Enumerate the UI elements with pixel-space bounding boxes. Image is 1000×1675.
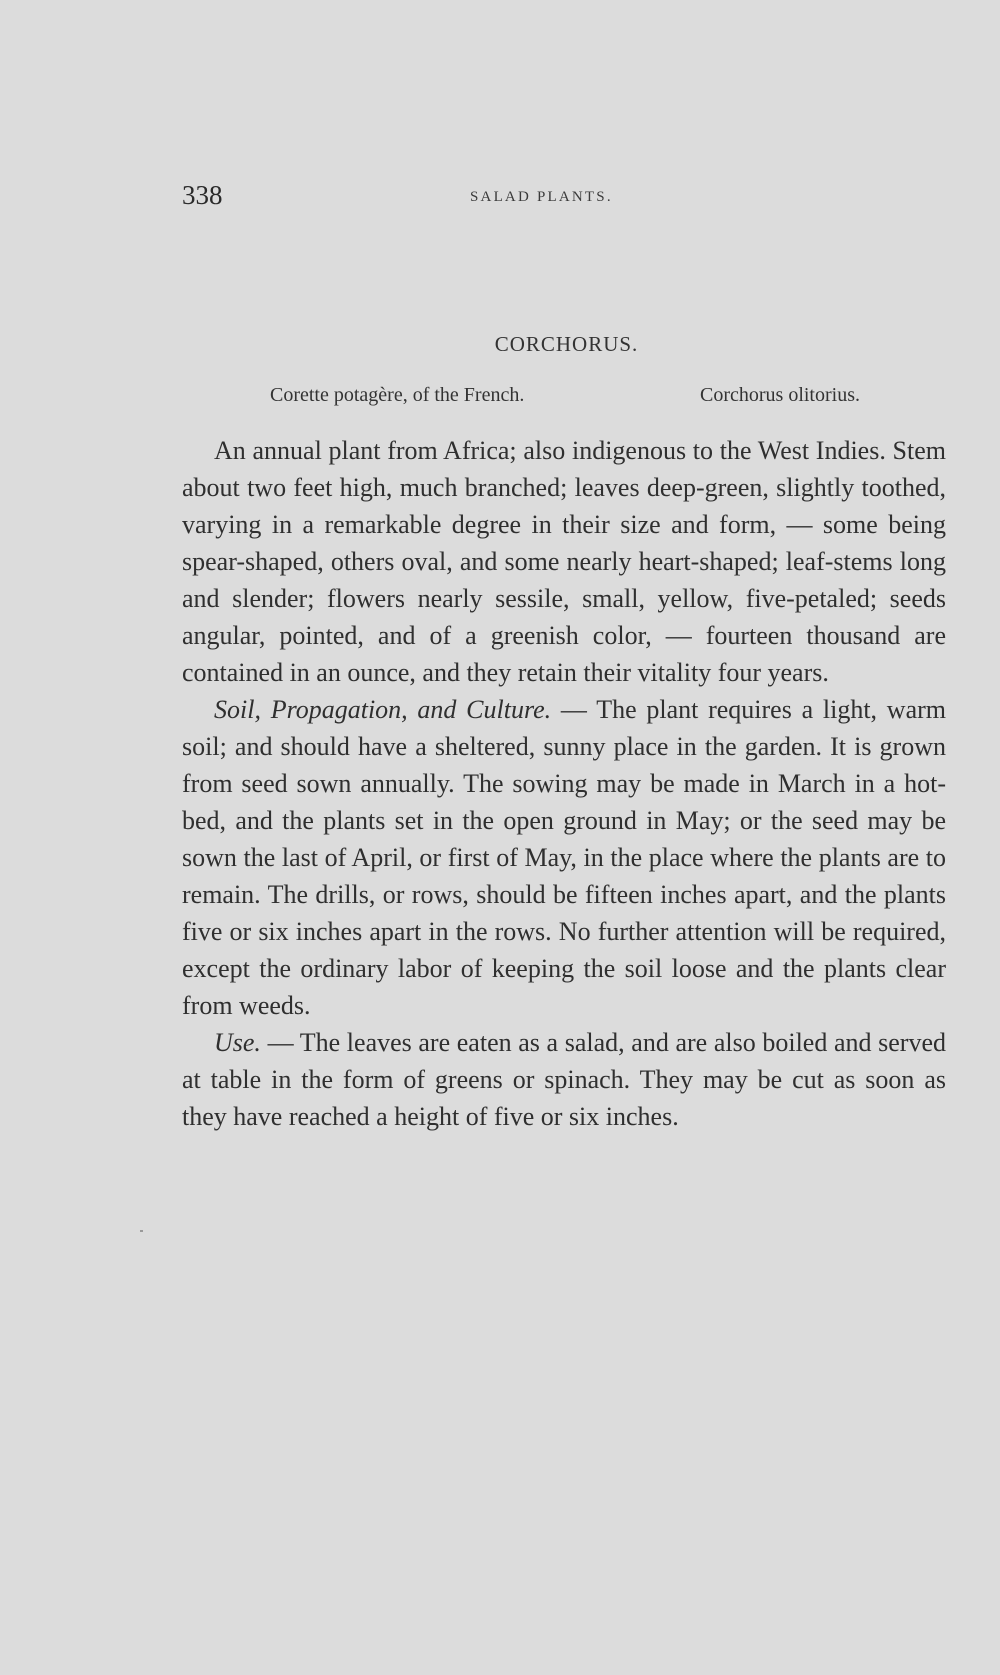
culture-heading: Soil, Propagation, and Culture. <box>214 695 552 724</box>
description-paragraph: An annual plant from Africa; also indigenous to the West Indies. Stem about two feet high, much branched; leaves deep-green, slightly toothed, varying in a remarkable degree in their size and form, — some being spear-shaped, others oval, and some nearly heart-shaped; leaf-stems long and slender; flowers nearly sessile, small, yellow, five-petaled; seeds angular, pointed, and of a greenish color, — fourteen thousand are contained in an ounce, and they retain their vitality four years. <box>182 436 946 687</box>
latin-name: Corchorus olitorius. <box>700 384 860 406</box>
page-number: 338 <box>182 180 223 210</box>
margin-speck <box>140 1230 143 1232</box>
section-subtitle <box>270 384 860 407</box>
culture-text: — The plant requires a light, warm soil; and should have a sheltered, sunny place in the garden. It is grown from seed sown annually. The sowing may be made in March in a hot-bed, and the plants set in the open ground in May; or the seed may be sown the last of April, or first of May, in the place where the plants are to remain. The drills, or rows, should be fifteen inches apart, and the plants five or six inches apart in the rows. No further attention will be required, except the ordinary labor of keeping the soil loose and the plants clear from weeds. <box>182 695 946 1020</box>
use-paragraph <box>182 1024 946 1135</box>
culture-paragraph <box>182 691 946 1024</box>
use-text: — The leaves are eaten as a salad, and are also boiled and served at table in the form of greens or spinach. They may be cut as soon as they have reached a height of five or six inches. <box>182 1028 946 1131</box>
use-heading: Use. <box>214 1028 261 1057</box>
running-head <box>182 180 900 214</box>
section-title: CORCHORUS. <box>494 332 639 356</box>
french-name: Corette potagère, of the French. <box>270 384 525 406</box>
body-text <box>182 432 946 1135</box>
running-title: SALAD PLANTS. <box>470 189 613 205</box>
